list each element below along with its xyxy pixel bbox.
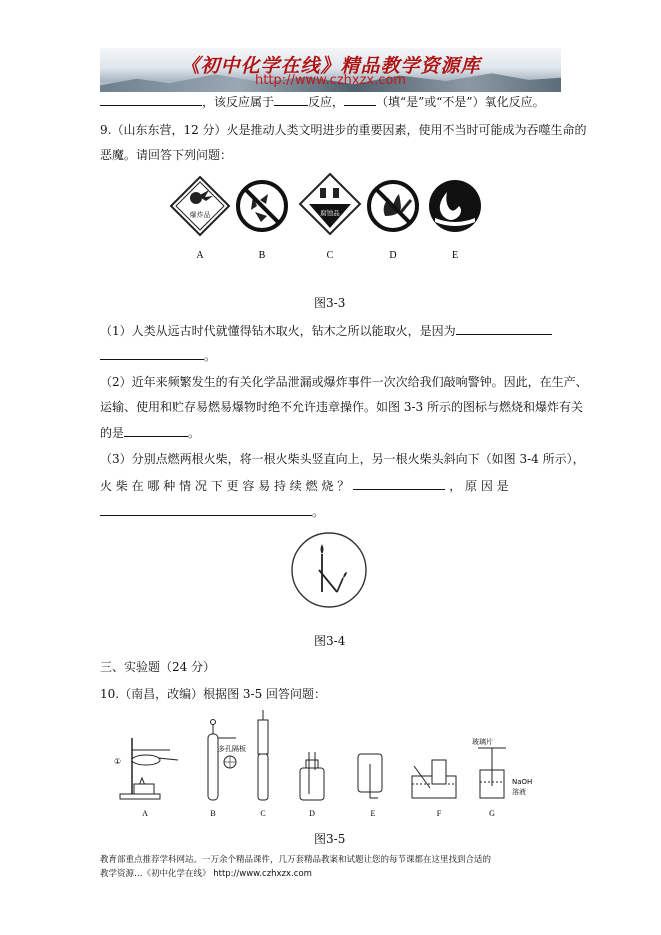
apparatus-label-c: C [260, 809, 266, 818]
q9-text: 。 [204, 349, 217, 363]
apparatus-d-bottle [300, 752, 324, 800]
q9-text: ， 原 因 是 [449, 479, 509, 493]
apparatus-label-g: G [489, 809, 495, 818]
figure-3-3 [165, 170, 495, 265]
q8-text: 反应， [308, 95, 345, 109]
answer-blank[interactable] [456, 322, 552, 335]
q9-text: 。 [312, 505, 325, 519]
q8-text: ，该反应属于 [202, 95, 275, 109]
label-naoh: NaOH [512, 778, 533, 786]
banner-url: http://www.czhxzx.com [255, 73, 406, 88]
answer-blank[interactable] [100, 347, 204, 360]
apparatus-g-beaker [472, 737, 532, 798]
answer-blank[interactable] [124, 424, 188, 437]
label-solution: 溶液 [512, 788, 526, 796]
label-glass-sheet: 玻璃片 [472, 738, 493, 746]
q9-heading: 9.（山东东营，12 分）火是推动人类文明进步的重要因素，使用不当时可能成为吞噬生命的 [100, 123, 587, 137]
sign-text: 腐蚀品 [320, 209, 340, 217]
q9-text: 火 柴 在 哪 种 情 况 下 更 容 易 持 续 燃 烧 ？ [100, 479, 350, 493]
q9-part1-text: （1）人类从远古时代就懂得钻木取火，钻木之所以能取火，是因为 [100, 324, 456, 338]
label-porous-plate: 多孔隔板 [218, 745, 246, 753]
q9-part2-line3 [100, 424, 200, 441]
sign-text: 爆炸品 [189, 211, 211, 219]
q9-part3-line2 [100, 477, 509, 494]
icon-label-d: D [389, 250, 397, 261]
q9-part3-line1: （3）分别点燃两根火柴，将一根火柴头竖直向上，另一根火柴头斜向下（如图 3-4 所示）， [100, 452, 585, 466]
answer-blank[interactable] [100, 503, 312, 516]
q8-tail-line [100, 93, 545, 110]
q9-text: 的是 [100, 426, 125, 440]
figure-3-3-caption: 图3-3 [314, 296, 346, 310]
no-smoking-fire-sign-icon [369, 182, 417, 230]
answer-blank[interactable] [344, 93, 376, 106]
q9-part1-line2 [100, 347, 216, 364]
apparatus-label-a: A [142, 809, 148, 818]
no-fireworks-sign-icon [238, 182, 286, 230]
apparatus-b-tube [208, 720, 246, 801]
apparatus-c-syringe [258, 710, 268, 800]
q9-part2-line1: （2）近年来频繁发生的有关化学品泄漏或爆炸事件一次次给我们敲响警钟。因此，在生产、 [100, 375, 588, 389]
q9-part3-line3 [100, 503, 324, 520]
icon-label-e: E [451, 250, 459, 261]
figure-3-4 [289, 530, 369, 610]
icon-label-c: C [326, 250, 334, 261]
q9-heading-cont: 恶魔。请回答下列问题： [100, 148, 233, 162]
answer-blank[interactable] [100, 93, 202, 106]
figure-3-5-caption: 图3-5 [314, 832, 346, 846]
water-drop-sign-icon [429, 180, 481, 232]
footer-line1: 教育部重点推荐学科网站。一万余个精品课件，几万套精品教案和试题让您的每节课都在这里找到合适的 [100, 855, 492, 865]
banner-title: 《初中化学在线》精品教学资源库 [180, 55, 481, 77]
q9-text: 。 [188, 426, 201, 440]
figure-3-5 [108, 708, 548, 823]
footer-url-link[interactable]: http://www.czhxzx.com [213, 869, 312, 879]
header-banner [100, 48, 561, 92]
apparatus-label-e: E [370, 809, 376, 818]
apparatus-e-collection [358, 754, 382, 798]
apparatus-label-b: B [210, 809, 216, 818]
corrosive-hazard-sign-icon [300, 174, 360, 234]
q9-part1-line1 [100, 322, 552, 339]
apparatus-a-heating [114, 738, 178, 799]
explosive-hazard-sign-icon [171, 177, 229, 235]
icon-label-a: A [196, 250, 204, 261]
section-3-title: 三、实验题（24 分） [100, 660, 216, 674]
q9-part2-line2: 运输、使用和贮存易燃易爆物时绝不允许违章操作。如图 3-3 所示的图标与燃烧和爆炸有关 [100, 400, 583, 414]
answer-blank[interactable] [353, 477, 445, 490]
footer-line2 [100, 868, 312, 881]
q8-text: （填“是”或“不是”）氧化反应。 [376, 95, 545, 109]
icon-label-b: B [258, 250, 266, 261]
apparatus-label-f: F [436, 809, 442, 818]
answer-blank[interactable] [274, 93, 308, 106]
footer-text: 教学资源…《初中化学在线》 [100, 869, 211, 879]
q10-heading: 10.（南昌，改编）根据图 3-5 回答问题： [100, 687, 327, 701]
label-circle-one: ① [114, 757, 122, 766]
apparatus-f-trough [412, 760, 456, 798]
apparatus-label-d: D [309, 809, 315, 818]
figure-3-4-caption: 图3-4 [314, 634, 346, 648]
